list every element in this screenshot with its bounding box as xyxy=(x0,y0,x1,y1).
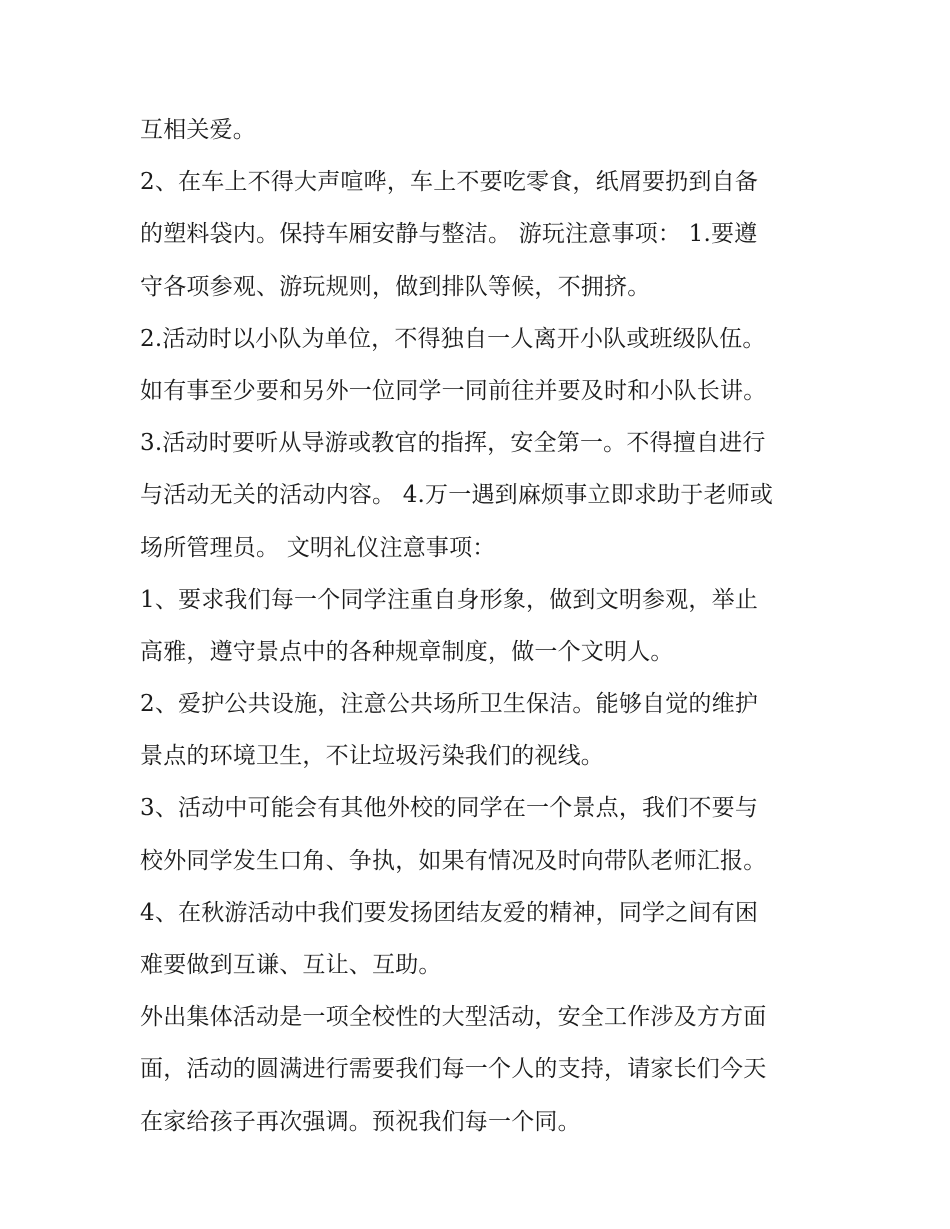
text-line: 1、要求我们每一个同学注重自身形象，做到文明参观，举止 xyxy=(140,586,759,613)
text-line: 2、在车上不得大声喧哗，车上不要吃零食，纸屑要扔到自备 xyxy=(140,169,759,196)
text-line: 难要做到互谦、互让、互助。 xyxy=(140,952,442,978)
text-line: 与活动无关的活动内容。 4.万一遇到麻烦事立即求助于老师或 xyxy=(140,482,774,509)
body-text xyxy=(140,104,820,1148)
text-line: 高雅，遵守景点中的各种规章制度，做一个文明人。 xyxy=(140,638,674,665)
text-line: 守各项参观、游玩规则，做到排队等候，不拥挤。 xyxy=(140,273,651,300)
text-line: 如有事至少要和另外一位同学一同前往并要及时和小队长讲。 xyxy=(140,377,767,404)
text-line: 场所管理员。 文明礼仪注意事项： xyxy=(140,534,496,561)
text-line: 外出集体活动是一项全校性的大型活动，安全工作涉及方方面 xyxy=(140,1004,767,1031)
text-line: 3、活动中可能会有其他外校的同学在一个景点，我们不要与 xyxy=(140,795,759,822)
text-line: 互相关爱。 xyxy=(140,117,256,143)
text-line: 2.活动时以小队为单位，不得独自一人离开小队或班级队伍。 xyxy=(140,325,766,352)
text-line: 在家给孩子再次强调。预祝我们每一个同。 xyxy=(140,1108,581,1135)
text-line: 4、在秋游活动中我们要发扬团结友爱的精神，同学之间有困 xyxy=(140,899,759,926)
text-line: 面，活动的圆满进行需要我们每一个人的支持，请家长们今天 xyxy=(140,1056,767,1083)
text-line: 3.活动时要听从导游或教官的指挥，安全第一。不得擅自进行 xyxy=(140,430,766,457)
text-line: 校外同学发生口角、争执，如果有情况及时向带队老师汇报。 xyxy=(140,847,767,874)
text-line: 景点的环境卫生，不让垃圾污染我们的视线。 xyxy=(140,743,604,770)
text-line: 2、爱护公共设施，注意公共场所卫生保洁。能够自觉的维护 xyxy=(140,691,759,718)
text-line: 的塑料袋内。保持车厢安静与整洁。 游玩注意事项： 1.要遵 xyxy=(140,221,758,248)
